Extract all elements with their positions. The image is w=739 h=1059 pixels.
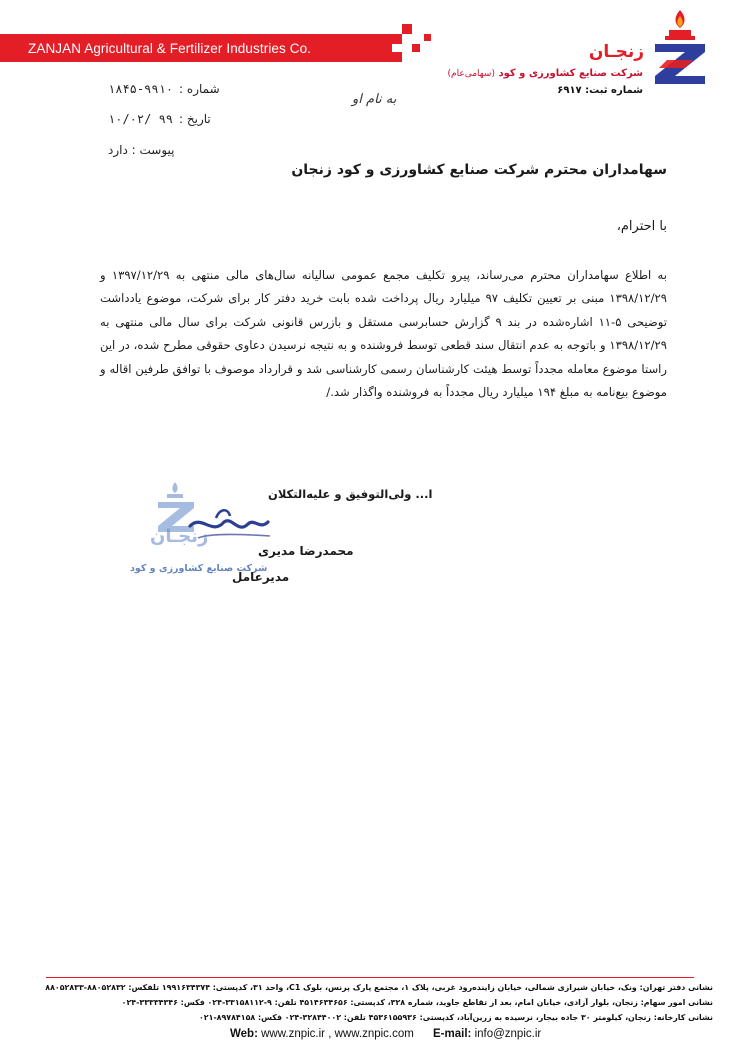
website-link[interactable]: www.znpic.ir , www.znpic.com	[261, 1028, 414, 1040]
registration-number: شماره ثبت: ۶۹۱۷	[557, 85, 643, 96]
footer-divider	[46, 977, 694, 978]
company-name-en: ZANJAN Agricultural & Fertilizer Industries Co.	[28, 40, 312, 56]
footer-web-email: Web: www.znpic.ir , www.znpic.com E-mail: info@znpic.ir	[230, 1028, 542, 1040]
signer-role: مدیرعامل	[232, 570, 290, 584]
logo-company-fa: شرکت صنایع کشاورزی و کود (سهامی‌عام)	[447, 68, 643, 79]
letter-body: به اطلاع سهامداران محترم می‌رساند، پیرو تکلیف مجمع عمومی سالیانه سال‌های مالی منتهی به ۱۳۹۷/۱۲/۲۹ و ۱۳۹۸/۱۲/۲۹ مبنی بر تعیین تکلیف ۹۷ میلیارد ریال پرداخت شده بابت خرید دفتر کار برای شرکت، موضوع یادداشت توضیحی ۵-۱۱ اشاره‌شده در بند ۹ گزارش حسابرسی مستقل و بازرس قانونی شرکت برای سال مالی منتهی به ۱۳۹۸/۱۲/۲۹ و باتوجه به عدم انتقال سند قطعی توسط فروشنده و به نتیجه نرسیدن دعاوی حقوقی مطرح شده، در این راستا موضوع معامله مجدداً توسط هیئت کارشناسان رسمی کارشناسی شد و قرارداد موصوف با توافق طرفین اقاله و موضوع بیع‌نامه به مبلغ ۱۹۴ میلیارد ریال مجدداً به فروشنده واگذار شد./	[100, 268, 667, 400]
letter-date: تاریخ :۹۹ /۱۰/۰۲	[108, 112, 211, 126]
signer-name: محمدرضا مدیری	[258, 544, 354, 558]
letter-attachment: پیوست : دارد	[108, 143, 175, 157]
letter-recipient: سهامداران محترم شرکت صنایع کشاورزی و کود زنجان	[291, 162, 667, 178]
email-link[interactable]: info@znpic.ir	[474, 1028, 542, 1040]
footer-tehran-address: نشانی دفتر تهران: ونک، خیابان شیرازی شمالی، خیابان زاینده‌رود غربی، پلاک ۱، مجتمع پارک پرنس، بلوک C1، واحد ۳۱، کدپستی: ۱۹۹۱۶۳۴۳۷۴ تلفکس: ۸۸۰۵۲۸۳۲-۸۸۰۵۲۸۳۳	[45, 983, 713, 992]
letter-closing: ا... ولی‌التوفیق و علیه‌التکلان	[268, 487, 433, 501]
company-logo-icon	[645, 6, 715, 88]
footer-shareholders-address: نشانی امور سهام: زنجان، بلوار آزادی، خیابان امام، بعد از تقاطع جاوید، شماره ۳۲۸، کدپستی: ۴۵۱۴۶۳۴۶۵۶ تلفن: ۹-۳۳۱۵۸۱۱۲-۰۲۴ فکس: ۳۳۳۳۴۳۴۶-۰۲۴	[121, 998, 713, 1007]
footer-factory-address: نشانی کارخانه: زنجان، کیلومتر ۳۰ جاده بیجار، نرسیده به زرین‌آباد، کدپستی: ۴۵۳۶۱۵۵۹۳۶ تلفن: ۳۲۸۴۴۰۰۲-۰۲۴ فکس: ۸۹۷۸۴۱۵۸-۰۲۱	[198, 1013, 713, 1022]
logo-name-fa: زنجـان	[588, 42, 644, 62]
letter-number: شماره :۹۹۱۰-۱۸۴۵	[108, 82, 220, 96]
header-banner	[0, 34, 392, 62]
bismillah: به نام او	[352, 92, 397, 107]
letter-salutation: با احترام،	[616, 219, 667, 234]
stamp-company: شرکت صنایع کشاورزی و کود	[130, 563, 268, 574]
stamp-name: زنجـان	[150, 526, 209, 547]
